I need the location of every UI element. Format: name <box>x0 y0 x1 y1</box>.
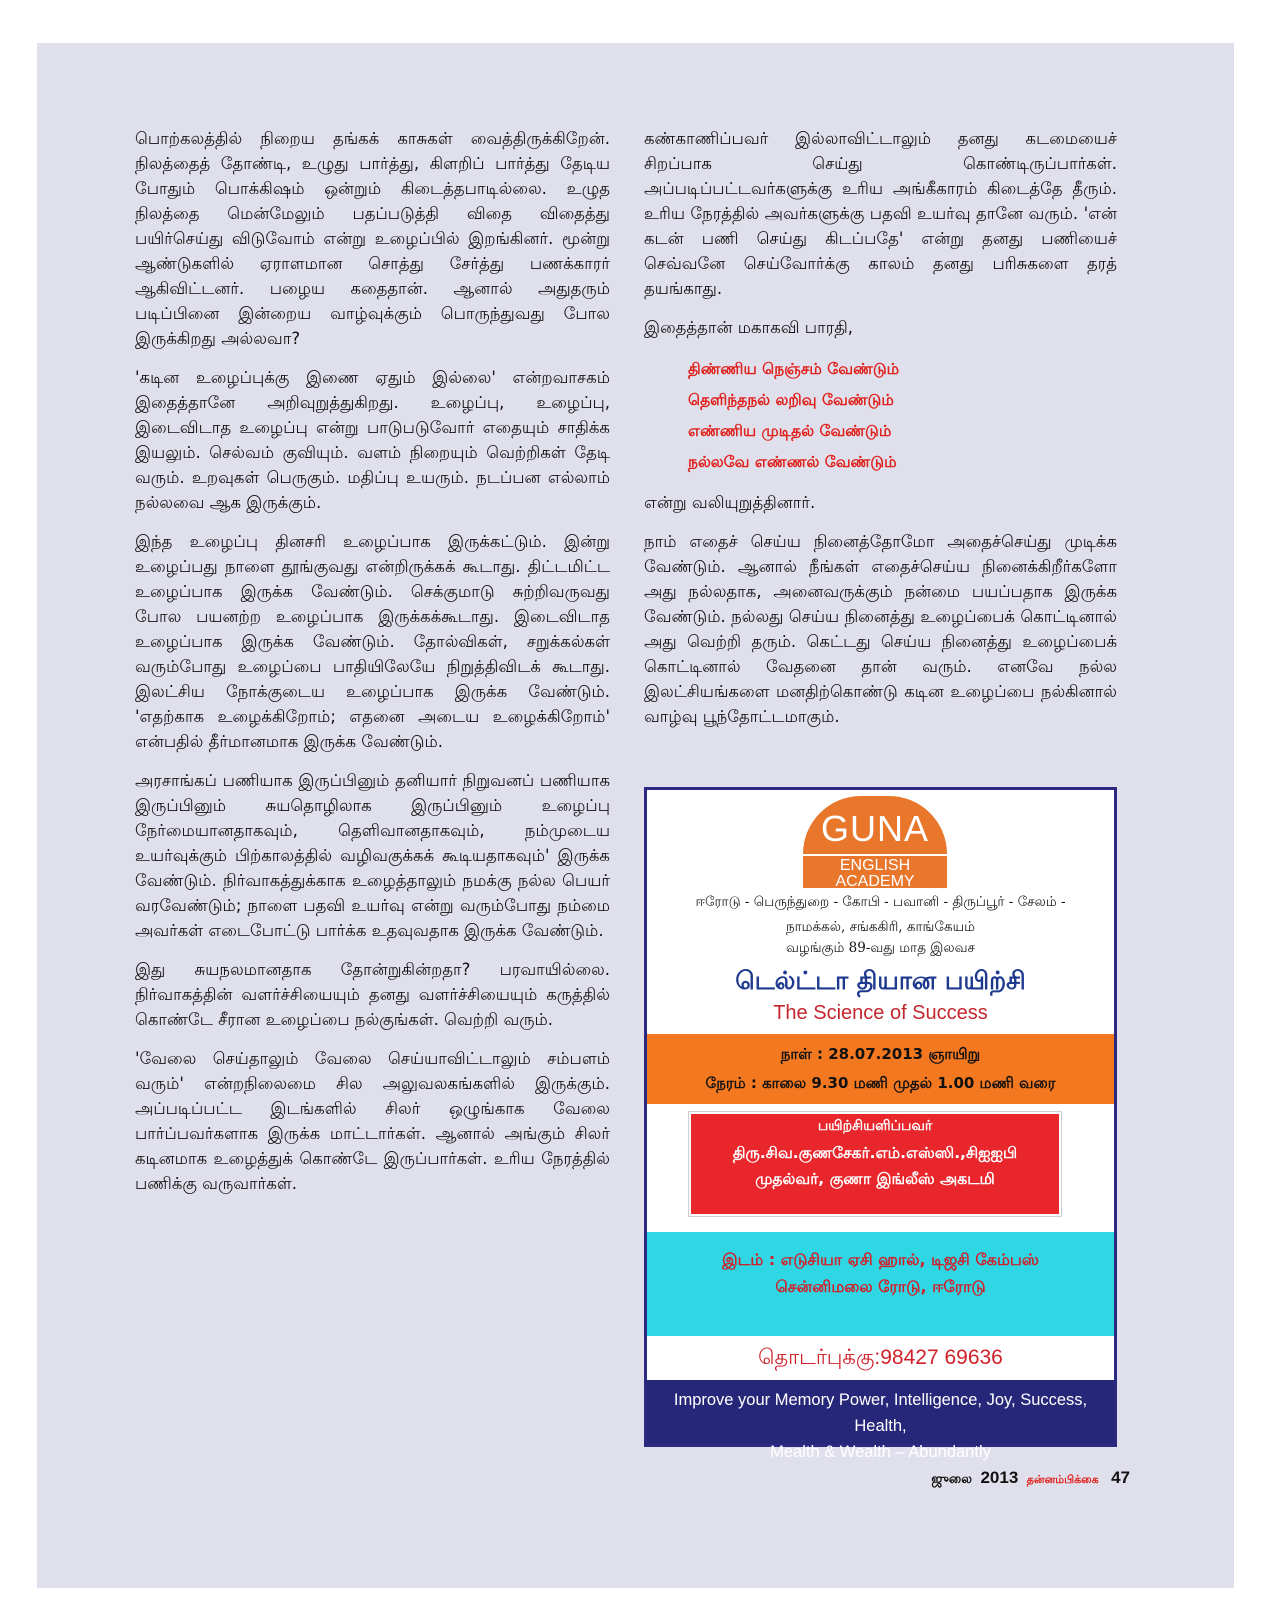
bharathi-poem <box>688 354 1117 478</box>
poem-intro: இதைத்தான் மகாகவி பாரதி, <box>644 318 853 337</box>
poem-line: நல்லவே எண்ணல் வேண்டும் <box>688 453 897 471</box>
logo-main-text: GUNA <box>803 796 947 854</box>
poem-outro: என்று வலியுறுத்தினார். <box>644 493 816 512</box>
left-paragraph-6: 'வேலை செய்தாலும் வேலை செய்யாவிட்டாலும் சம்பளம் வரும்' என்றநிலைமை சில அலுவலகங்களில் இருக்கும். அப்படிப்பட்ட இடங்களில் சிலர் ஒழுங்காக வேலை பார்ப்பவர்களாக இருக்க மாட்டார்கள். ஆனால் அங்கும் சிலர் கடினமாக உழைத்துக் கொண்டே இருப்பார்கள். உரிய நேரத்தில் பணிக்கு வருவார்கள். <box>135 1049 610 1193</box>
ad-tagline-1: Improve your Memory Power, Intelligence, Joy, Success, Health, <box>673 1391 1088 1435</box>
left-paragraph-3: இந்த உழைப்பு தினசரி உழைப்பாக இருக்கட்டும். இன்று உழைப்பது நாளை தூங்குவது என்றிருக்கக் கூடாது. திட்டமிட்ட உழைப்பாக இருக்க வேண்டும். செக்குமாடு சுற்றிவருவது போல பயனற்ற உழைப்பாக இருக்கக்கூடாது. இடைவிடாத உழைப்பாக இருக்க வேண்டும். தோல்விகள், சறுக்கல்கள் வரும்போது உழைப்பை பாதியிலேயே நிறுத்திவிடக் கூடாது. இலட்சிய நோக்குடைய உழைப்பாக இருக்க வேண்டும். 'எதற்காக உழைக்கிறோம்; எதனை அடைய உழைக்கிறோம்' என்பதில் தீர்மானமாக இருக்க வேண்டும். <box>135 532 610 751</box>
left-column <box>135 126 610 1210</box>
ad-trainer-name: திரு.சிவ.குணசேகர்.எம்.எஸ்ஸி.,சிஐஐபி <box>732 1144 1018 1162</box>
ad-towns <box>647 890 1114 940</box>
ad-offer: வழங்கும் 89-வது மாத இலவச <box>785 940 976 956</box>
poem-line: எண்ணிய முடிதல் வேண்டும் <box>688 422 892 440</box>
right-paragraph-2: நாம் எதைச் செய்ய நினைத்தோமோ அதைச்செய்து முடிக்க வேண்டும். ஆனால் நீங்கள் எதைச்செய்ய நினைக்கிறீர்களோ அது நல்லதாக, அனைவருக்கும் நன்மை பயப்பதாக இருக்க வேண்டும். நல்லது செய்ய நினைத்து உழைப்பைக் கொட்டினால் அது வெற்றி தரும். கெட்டது செய்ய நினைத்து உழைப்பைக் கொட்டினால் வேதனை தான் வரும். எனவே நல்ல இலட்சியங்களை மனதிற்கொண்டு கடின உழைப்பை நல்கினால் வாழ்வு பூந்தோட்டமாகும். <box>644 532 1117 726</box>
ad-venue-band <box>647 1232 1114 1336</box>
ad-date: நாள் : 28.07.2013 ஞாயிறு <box>780 1045 981 1063</box>
ad-trainer-role: முதல்வர், குணா இங்லீஸ் அகடமி <box>755 1170 995 1188</box>
footer-month: ஜுலை <box>931 1471 973 1486</box>
ad-tagline-2: Mealth & Wealth – Abundantly <box>770 1443 991 1461</box>
logo-subtitle <box>803 854 947 888</box>
page-number: 47 <box>1111 1468 1130 1487</box>
logo-sub-academy: ACADEMY <box>835 873 915 890</box>
magazine-page <box>37 43 1234 1588</box>
left-paragraph-1: பொற்கலத்தில் நிறைய தங்கக் காசுகள் வைத்திருக்கிறேன். நிலத்தைத் தோண்டி, உழுது பார்த்து, கிளறிப் பார்த்து தேடிய போதும் பொக்கிஷம் ஒன்றும் கிடைத்தபாடில்லை. உழுத நிலத்தை மென்மேலும் பதப்படுத்தி விதை விதைத்து பயிர்செய்து விடுவோம் என்று உழைப்பில் இறங்கினர். மூன்று ஆண்டுகளில் ஏராளமான சொத்து சேர்த்து பணக்காரர் ஆகிவிட்டனர். பழைய கதைதான். ஆனால் அதுதரும் படிப்பினை இன்றைய வாழ்வுக்கும் பொருந்துவது போல இருக்கிறது அல்லவா? <box>135 129 610 348</box>
page-footer <box>931 1468 1130 1488</box>
guna-academy-advertisement <box>644 787 1117 1461</box>
right-column <box>644 126 1117 743</box>
left-paragraph-4: அரசாங்கப் பணியாக இருப்பினும் தனியார் நிறுவனப் பணியாக இருப்பினும் சுயதொழிலாக இருப்பினும் உழைப்பு நேர்மையானதாகவும், தெளிவானதாகவும், நம்முடைய உயர்வுக்கும் பிற்காலத்தில் வழிவகுக்கக் கூடியதாகவும்' இருக்க வேண்டும். நிர்வாகத்துக்காக உழைத்தாலும் நமக்கு நல்ல பெயர் வரவேண்டும்; நாளை பதவி உயர்வு என்று வரும்போது நம்மை அவர்கள் எடைபோட்டு பார்க்க உதவுவதாக இருக்க வேண்டும். <box>135 771 610 940</box>
footer-magazine-name: தன்னம்பிக்கை <box>1026 1474 1099 1486</box>
logo-sub-english: ENGLISH <box>839 857 911 874</box>
ad-venue-line-2: சென்னிமலை ரோடு, ஈரோடு <box>775 1277 986 1296</box>
right-paragraph-1: கண்காணிப்பவர் இல்லாவிட்டாலும் தனது கடமையைச் சிறப்பாக செய்து கொண்டிருப்பார்கள். அப்படிப்பட்டவர்களுக்கு உரிய அங்கீகாரம் கிடைத்தே தீரும். உரிய நேரத்தில் அவர்களுக்கு பதவி உயர்வு தானே வரும். 'என் கடன் பணி செய்து கிடப்பதே' என்று தனது பணியைச் செவ்வனே செய்வோர்க்கு காலம் தனது பரிசுகளை தரத் தயங்காது. <box>644 129 1117 298</box>
ad-time: நேரம் : காலை 9.30 மணி முதல் 1.00 மணி வரை <box>705 1074 1056 1092</box>
ad-venue-line-1: இடம் : எடுசியா ஏசி ஹால், டிஜசி கேம்பஸ் <box>722 1250 1039 1269</box>
footer-year: 2013 <box>980 1468 1019 1487</box>
ad-trainer-label: பயிற்சியளிப்பவர் <box>817 1118 933 1134</box>
left-paragraph-5: இது சுயநலமானதாக தோன்றுகின்றதா? பரவாயில்லை. நிர்வாகத்தின் வளர்ச்சியையும் தனது வளர்ச்சியையும் கருத்தில் கொண்டே சீரான உழைப்பை நல்குங்கள். வெற்றி வரும். <box>135 960 610 1029</box>
ad-tagline-band <box>647 1380 1114 1461</box>
ad-title: டெல்ட்டா தியான பயிற்சி <box>735 966 1026 995</box>
left-paragraph-2: 'கடின உழைப்புக்கு இணை ஏதும் இல்லை' என்றவாசகம் இதைத்தானே அறிவுறுத்துகிறது. உழைப்பு, உழைப்பு, இடைவிடாத உழைப்பு என்று பாடுபடுவோர் எதையும் சாதிக்க இயலும். செல்வம் குவியும். வளம் நிறையும் வெற்றிகள் தேடி வரும். உறவுகள் பெருகும். மதிப்பு உயரும். நடப்பன எல்லாம் நல்லவை ஆக இருக்கும். <box>135 368 610 512</box>
ad-trainer-box <box>689 1112 1061 1216</box>
ad-towns-line-1: ஈரோடு - பெருந்துறை - கோபி - பவானி - திருப்பூர் - சேலம் - <box>695 894 1066 910</box>
poem-line: தெளிந்தநல் லறிவு வேண்டும் <box>688 391 894 409</box>
ad-subtitle: The Science of Success <box>773 1002 988 1024</box>
ad-schedule-band <box>647 1034 1114 1104</box>
ad-towns-line-2: நாமக்கல், சங்ககிரி, காங்கேயம் <box>785 919 976 935</box>
ad-contact: தொடர்புக்கு:98427 69636 <box>758 1346 1003 1369</box>
poem-line: திண்ணிய நெஞ்சம் வேண்டும் <box>688 360 900 378</box>
guna-academy-logo <box>795 796 955 890</box>
